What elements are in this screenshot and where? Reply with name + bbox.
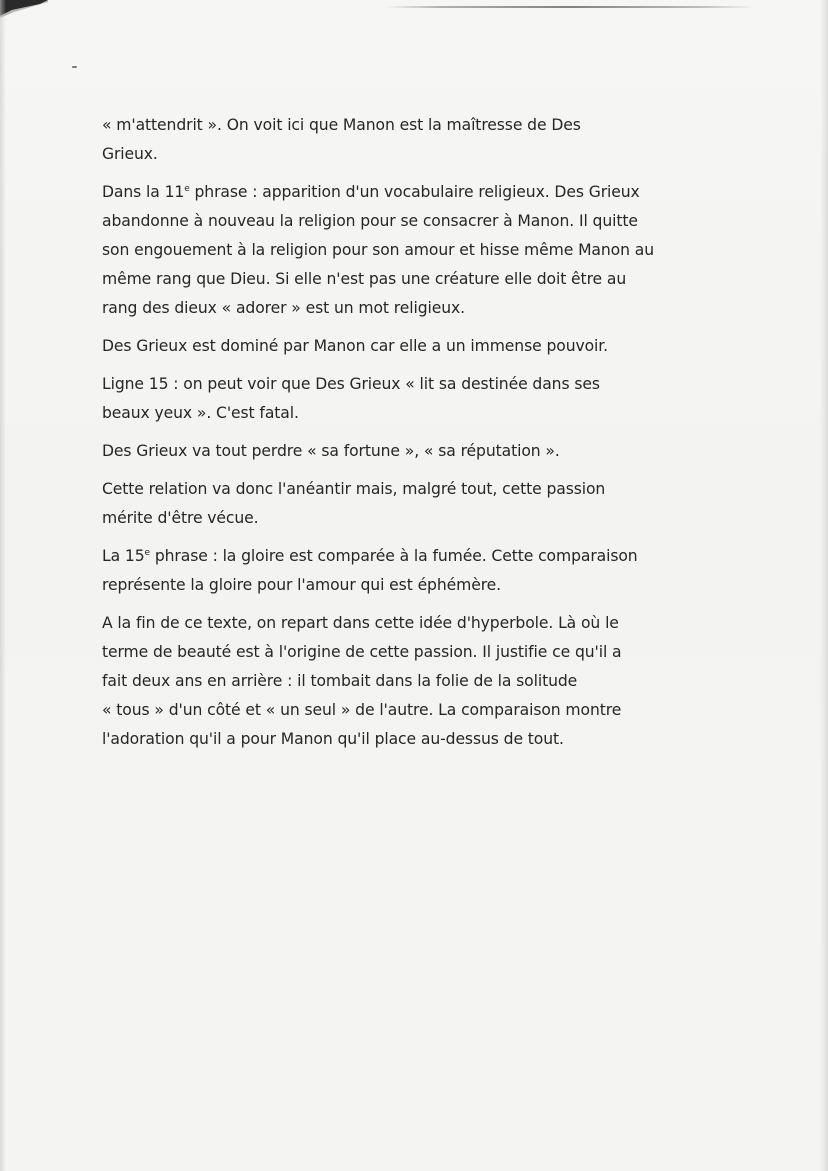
scan-edge-line bbox=[385, 6, 755, 8]
text-line: Cette relation va donc l'anéantir mais, malgré tout, cette passion bbox=[102, 480, 606, 498]
paragraph bbox=[102, 437, 737, 466]
text-line: « m'attendrit ». On voit ici que Manon est la maîtresse de Des bbox=[102, 116, 581, 134]
text-line: A la fin de ce texte, on repart dans cette idée d'hyperbole. Là où le bbox=[102, 614, 619, 632]
paragraph bbox=[102, 475, 737, 533]
text-line: abandonne à nouveau la religion pour se consacrer à Manon. Il quitte bbox=[102, 212, 638, 230]
text-line bbox=[102, 178, 737, 207]
text-line: terme de beauté est à l'origine de cette passion. Il justifie ce qu'il a bbox=[102, 643, 622, 661]
text-line: Ligne 15 : on peut voir que Des Grieux « lit sa destinée dans ses bbox=[102, 375, 600, 393]
ordinal-superscript: e bbox=[144, 548, 150, 558]
text-line: l'adoration qu'il a pour Manon qu'il place au-dessus de tout. bbox=[102, 730, 564, 748]
text-line: Des Grieux va tout perdre « sa fortune », « sa réputation ». bbox=[102, 442, 560, 460]
text-segment: La 15 bbox=[102, 547, 145, 565]
paragraph bbox=[102, 178, 737, 323]
page-left-shadow bbox=[0, 0, 6, 1171]
paragraph bbox=[102, 370, 737, 428]
document-body bbox=[102, 111, 737, 763]
ordinal-superscript: e bbox=[184, 184, 190, 194]
text-line: fait deux ans en arrière : il tombait dans la folie de la solitude bbox=[102, 672, 578, 690]
page-right-shadow bbox=[820, 0, 828, 1171]
text-line: « tous » d'un côté et « un seul » de l'autre. La comparaison montre bbox=[102, 701, 622, 719]
page-corner-fold bbox=[0, 0, 48, 18]
paragraph bbox=[102, 609, 737, 754]
paragraph bbox=[102, 111, 737, 169]
paragraph bbox=[102, 542, 737, 600]
text-line: son engouement à la religion pour son amour et hisse même Manon au bbox=[102, 241, 654, 259]
text-line bbox=[102, 542, 737, 571]
text-segment: phrase : la gloire est comparée à la fumée. Cette comparaison bbox=[149, 547, 638, 565]
text-line: beaux yeux ». C'est fatal. bbox=[102, 404, 299, 422]
text-line: même rang que Dieu. Si elle n'est pas une créature elle doit être au bbox=[102, 270, 627, 288]
text-line: Grieux. bbox=[102, 145, 158, 163]
text-segment: Dans la 11 bbox=[102, 183, 185, 201]
paragraph bbox=[102, 332, 737, 361]
text-line: Des Grieux est dominé par Manon car elle a un immense pouvoir. bbox=[102, 337, 609, 355]
paper-speck bbox=[72, 66, 77, 68]
text-line: représente la gloire pour l'amour qui est éphémère. bbox=[102, 576, 502, 594]
text-line: rang des dieux « adorer » est un mot religieux. bbox=[102, 299, 466, 317]
text-line: mérite d'être vécue. bbox=[102, 509, 259, 527]
text-segment: phrase : apparition d'un vocabulaire religieux. Des Grieux bbox=[189, 183, 640, 201]
